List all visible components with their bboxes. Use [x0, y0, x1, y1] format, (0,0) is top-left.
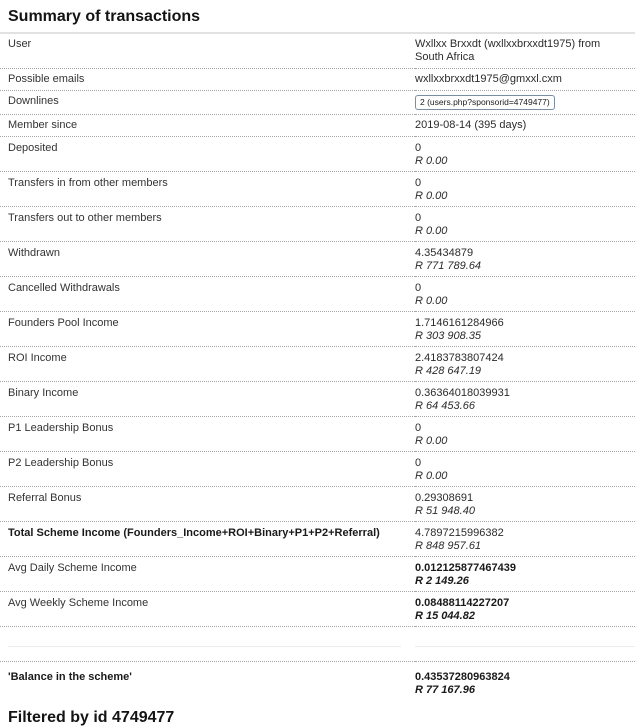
table-row	[0, 522, 635, 557]
row-label: Total Scheme Income (Founders_Income+ROI+Binary+P1+P2+Referral)	[0, 522, 415, 557]
row-value	[415, 91, 635, 115]
rand-value: R 428 647.19	[415, 365, 482, 377]
row-value	[415, 115, 635, 137]
row-value	[415, 662, 635, 701]
amount-value: 4.35434879	[415, 247, 474, 259]
row-label: Avg Weekly Scheme Income	[0, 592, 415, 627]
row-label: Downlines	[0, 91, 415, 115]
table-row	[0, 627, 635, 662]
summary-page	[0, 7, 635, 727]
amount-value: 0.29308691	[415, 492, 474, 504]
row-value	[415, 347, 635, 382]
row-value	[415, 207, 635, 242]
row-value	[415, 382, 635, 417]
table-row	[0, 347, 635, 382]
row-value	[415, 557, 635, 592]
amount-value: 1.7146161284966	[415, 317, 504, 329]
row-value-text: wxllxxbrxxdt1975@gmxxl.cxm	[415, 73, 562, 85]
row-label: Binary Income	[0, 382, 415, 417]
row-value	[415, 137, 635, 172]
row-label: User	[0, 33, 415, 69]
amount-value: 0.36364018039931	[415, 387, 510, 399]
rand-value: R 771 789.64	[415, 260, 482, 272]
table-row	[0, 69, 635, 91]
rand-value: R 848 957.61	[415, 540, 482, 552]
rand-value: R 15 044.82	[415, 610, 475, 622]
row-value	[415, 452, 635, 487]
page-title: Summary of transactions	[8, 8, 201, 25]
row-value	[415, 487, 635, 522]
row-label: 'Balance in the scheme'	[8, 671, 132, 683]
row-label: Founders Pool Income	[0, 312, 415, 347]
row-value	[415, 242, 635, 277]
row-value	[415, 312, 635, 347]
rand-value: R 2 149.26	[415, 575, 469, 587]
table-row	[0, 557, 635, 592]
table-row	[0, 662, 635, 701]
row-label: Transfers in from other members	[0, 172, 415, 207]
table-row	[0, 382, 635, 417]
row-label: Deposited	[0, 137, 415, 172]
rand-value: R 0.00	[415, 155, 448, 167]
row-label: Referral Bonus	[0, 487, 415, 522]
table-row	[0, 207, 635, 242]
light-divider	[415, 646, 635, 647]
row-value	[415, 69, 635, 91]
row-label: Cancelled Withdrawals	[0, 277, 415, 312]
amount-value: 0	[415, 457, 422, 469]
row-value-text: 2019-08-14 (395 days)	[415, 119, 527, 131]
row-label: Avg Daily Scheme Income	[0, 557, 415, 592]
row-label: P2 Leadership Bonus	[0, 452, 415, 487]
spacer-cell-label	[0, 627, 415, 662]
amount-value: 0	[415, 422, 422, 434]
filtered-by-id-heading: Filtered by id 4749477	[8, 709, 175, 726]
transactions-table-body	[0, 33, 635, 700]
amount-value: 0	[415, 177, 422, 189]
amount-value: 0.43537280963824	[415, 671, 510, 683]
amount-value: 0.012125877467439	[415, 562, 516, 574]
rand-value: R 64 453.66	[415, 400, 475, 412]
amount-value: 0	[415, 142, 422, 154]
table-row	[0, 592, 635, 627]
rand-value: R 0.00	[415, 470, 448, 482]
spacer-cell-value	[415, 627, 635, 662]
amount-value: 0.08488114227207	[415, 597, 510, 609]
amount-value: 0	[415, 282, 422, 294]
row-label: ROI Income	[0, 347, 415, 382]
row-value	[415, 522, 635, 557]
rand-value: R 0.00	[415, 190, 448, 202]
table-row	[0, 33, 635, 69]
downlines-link[interactable]: 2 (users.php?sponsorid=4749477)	[415, 95, 555, 110]
table-row	[0, 417, 635, 452]
row-label: P1 Leadership Bonus	[0, 417, 415, 452]
table-row	[0, 137, 635, 172]
rand-value: R 0.00	[415, 435, 448, 447]
amount-value: 2.4183783807424	[415, 352, 504, 364]
rand-value: R 51 948.40	[415, 505, 475, 517]
table-row	[0, 115, 635, 137]
table-row	[0, 452, 635, 487]
rand-value: R 77 167.96	[415, 684, 475, 696]
table-row	[0, 312, 635, 347]
row-value	[415, 33, 635, 69]
rand-value: R 0.00	[415, 295, 448, 307]
row-label: Withdrawn	[0, 242, 415, 277]
row-value-text: Wxllxx Brxxdt (wxllxxbrxxdt1975) from South Africa	[415, 38, 601, 63]
table-row	[0, 487, 635, 522]
amount-value: 4.7897215996382	[415, 527, 504, 539]
amount-value: 0	[415, 212, 422, 224]
table-row	[0, 91, 635, 115]
light-divider	[8, 646, 401, 647]
rand-value: R 0.00	[415, 225, 448, 237]
row-label: Member since	[0, 115, 415, 137]
row-label: Possible emails	[0, 69, 415, 91]
transactions-table	[0, 32, 635, 700]
rand-value: R 303 908.35	[415, 330, 482, 342]
row-value	[415, 277, 635, 312]
table-row	[0, 277, 635, 312]
table-row	[0, 172, 635, 207]
row-value	[415, 172, 635, 207]
row-value	[415, 592, 635, 627]
table-row	[0, 242, 635, 277]
row-value	[415, 417, 635, 452]
row-label: Transfers out to other members	[0, 207, 415, 242]
